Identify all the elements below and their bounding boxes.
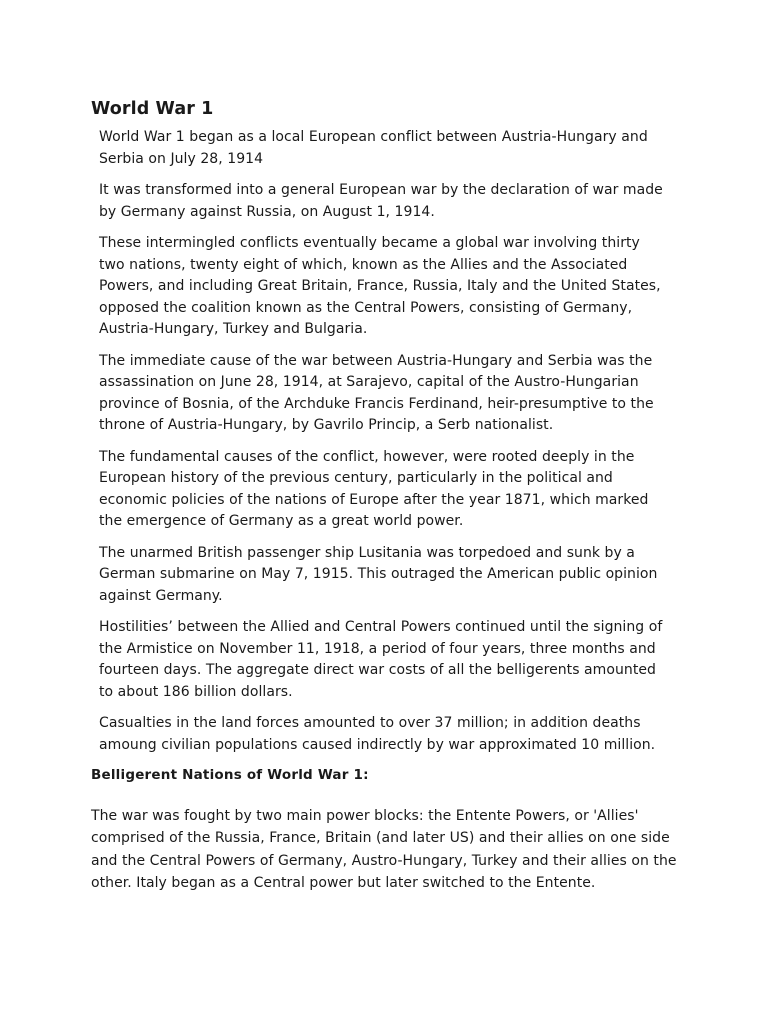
paragraph: It was transformed into a general European war by the declaration of war made by Germany against Russia, on August 1, 1914. (99, 182, 663, 220)
paragraph: Casualties in the land forces amounted to over 37 million; in addition deaths amoung civilian populations caused indirectly by war approximated 10 million. (99, 715, 656, 753)
paragraph: The unarmed British passenger ship Lusitania was torpedoed and sunk by a German submarine on May 7, 1915. This outraged the American public opinion against Germany. (99, 544, 658, 604)
paragraph: The fundamental causes of the conflict, however, were rooted deeply in the European history of the previous century, particularly in the political and economic policies of the nations of Europe after the year 1871, which marked the emergence of Germany as a great world power. (99, 448, 649, 529)
intro-paragraphs (99, 127, 667, 766)
section-paragraph: The war was fought by two main power blocks: the Entente Powers, or 'Allies' comprised of the Russia, France, Britain (and later US) and their allies on one side and the Central Powers of Germany, Austro-Hungary, Turkey and their allies on the other. Italy began as a Central power but later switched to the Entente. (91, 808, 677, 892)
paragraph: Hostilities’ between the Allied and Central Powers continued until the signing of the Armistice on November 11, 1918, a period of four years, three months and fourteen days. The aggregate direct war costs of all the belligerents amounted to about 186 billion dollars. (99, 619, 663, 700)
paragraph: These intermingled conflicts eventually became a global war involving thirty two nations, twenty eight of which, known as the Allies and the Associated Powers, and including Great Britain, France, Russia, Italy and the United States, opposed the coalition known as the Central Powers, consisting of Germany, Austria-Hungary, Turkey and Bulgaria. (99, 235, 661, 337)
section-heading: Belligerent Nations of World War 1: (91, 767, 369, 783)
paragraph: The immediate cause of the war between Austria-Hungary and Serbia was the assassination on June 28, 1914, at Sarajevo, capital of the Austro-Hungarian province of Bosnia, of the Archduke Francis Ferdinand, heir-presumptive to the throne of Austria-Hungary, by Gavrilo Princip, a Serb nationalist. (99, 352, 654, 433)
paragraph: World War 1 began as a local European conflict between Austria-Hungary and Serbia on July 28, 1914 (99, 129, 648, 167)
document-title: World War 1 (91, 99, 214, 119)
